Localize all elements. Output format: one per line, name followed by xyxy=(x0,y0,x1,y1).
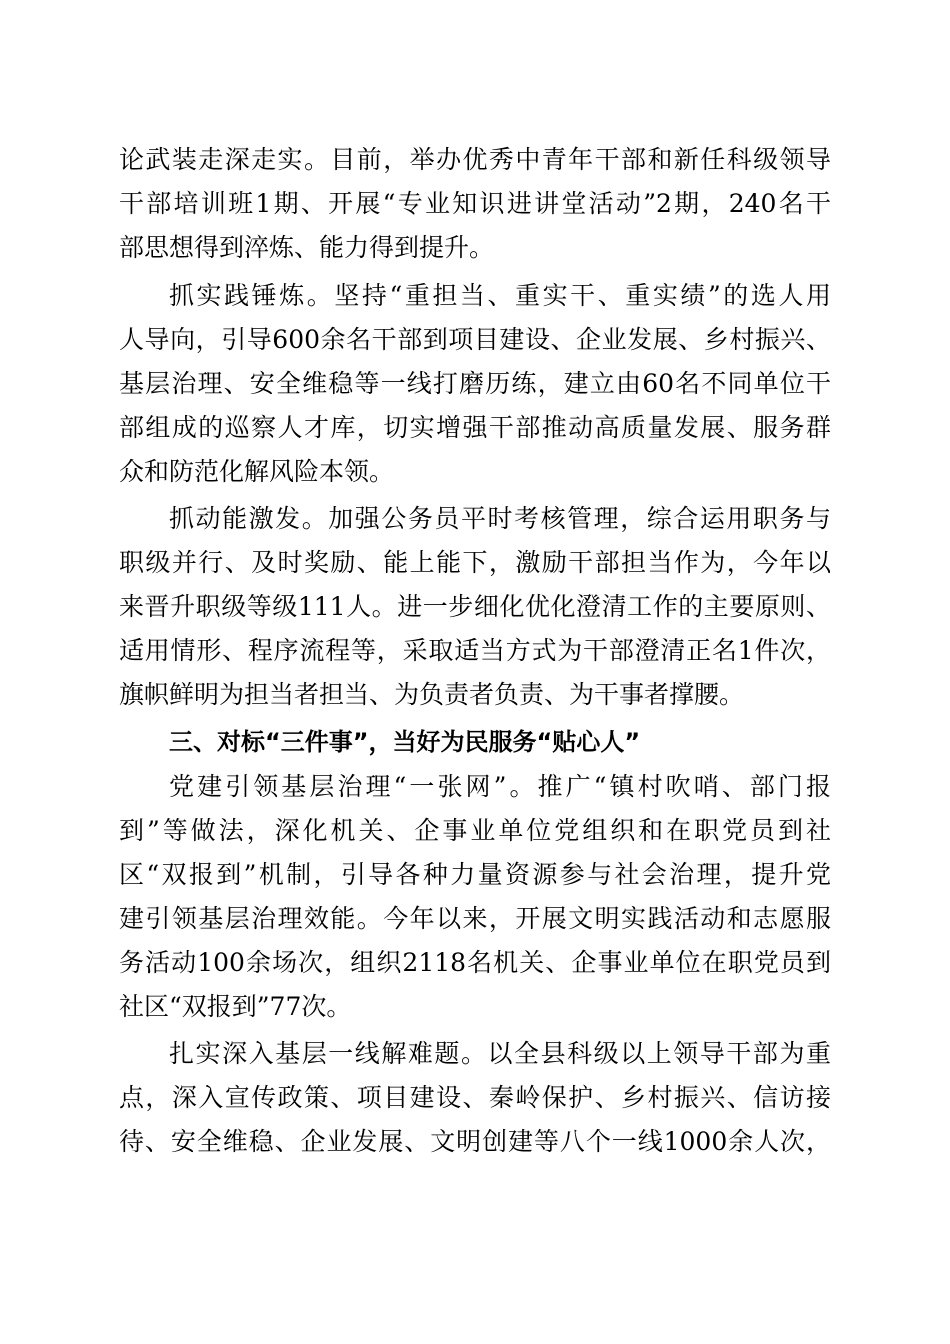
paragraph-line: 到”等做法，深化机关、企事业单位党组织和在职党员到社 xyxy=(119,816,831,845)
paragraph-line: 抓实践锤炼。坚持“重担当、重实干、重实绩”的选人用 xyxy=(169,281,831,310)
paragraph-line: 务活动100余场次，组织2118名机关、企事业单位在职党员到 xyxy=(119,948,831,977)
paragraph-line: 基层治理、安全维稳等一线打磨历练，建立由60名不同单位干 xyxy=(119,369,831,398)
paragraph-line: 待、安全维稳、企业发展、文明创建等八个一线1000余人次， xyxy=(119,1127,831,1156)
paragraph-line: 旗帜鲜明为担当者担当、为负责者负责、为干事者撑腰。 xyxy=(119,680,745,709)
paragraph-line: 部组成的巡察人才库，切实增强干部推动高质量发展、服务群 xyxy=(119,413,831,442)
paragraph-line: 人导向，引导600余名干部到项目建设、企业发展、乡村振兴、 xyxy=(119,325,831,354)
paragraph-line: 区“双报到”机制，引导各种力量资源参与社会治理，提升党 xyxy=(119,860,831,889)
paragraph-line: 众和防范化解风险本领。 xyxy=(119,457,395,486)
paragraph-line: 社区“双报到”77次。 xyxy=(119,992,352,1021)
paragraph-line: 抓动能激发。加强公务员平时考核管理，综合运用职务与 xyxy=(169,504,831,533)
paragraph-line: 建引领基层治理效能。今年以来，开展文明实践活动和志愿服 xyxy=(119,904,831,933)
paragraph-line: 党建引领基层治理“一张网”。推广“镇村吹哨、部门报 xyxy=(169,772,831,801)
paragraph-line: 适用情形、程序流程等，采取适当方式为干部澄清正名1件次， xyxy=(119,636,831,665)
paragraph-line: 来晋升职级等级111人。进一步细化优化澄清工作的主要原则、 xyxy=(119,592,831,621)
paragraph-line: 职级并行、及时奖励、能上能下，激励干部担当作为，今年以 xyxy=(119,548,831,577)
section-heading: 三、对标“三件事”，当好为民服务“贴心人” xyxy=(169,728,641,756)
paragraph-line: 部思想得到淬炼、能力得到提升。 xyxy=(119,233,495,262)
paragraph-line: 论武装走深走实。目前，举办优秀中青年干部和新任科级领导 xyxy=(119,145,831,174)
paragraph-line: 干部培训班1期、开展“专业知识进讲堂活动”2期，240名干 xyxy=(119,189,831,218)
paragraph-line: 点，深入宣传政策、项目建设、秦岭保护、乡村振兴、信访接 xyxy=(119,1083,831,1112)
paragraph-line: 扎实深入基层一线解难题。以全县科级以上领导干部为重 xyxy=(169,1039,831,1068)
